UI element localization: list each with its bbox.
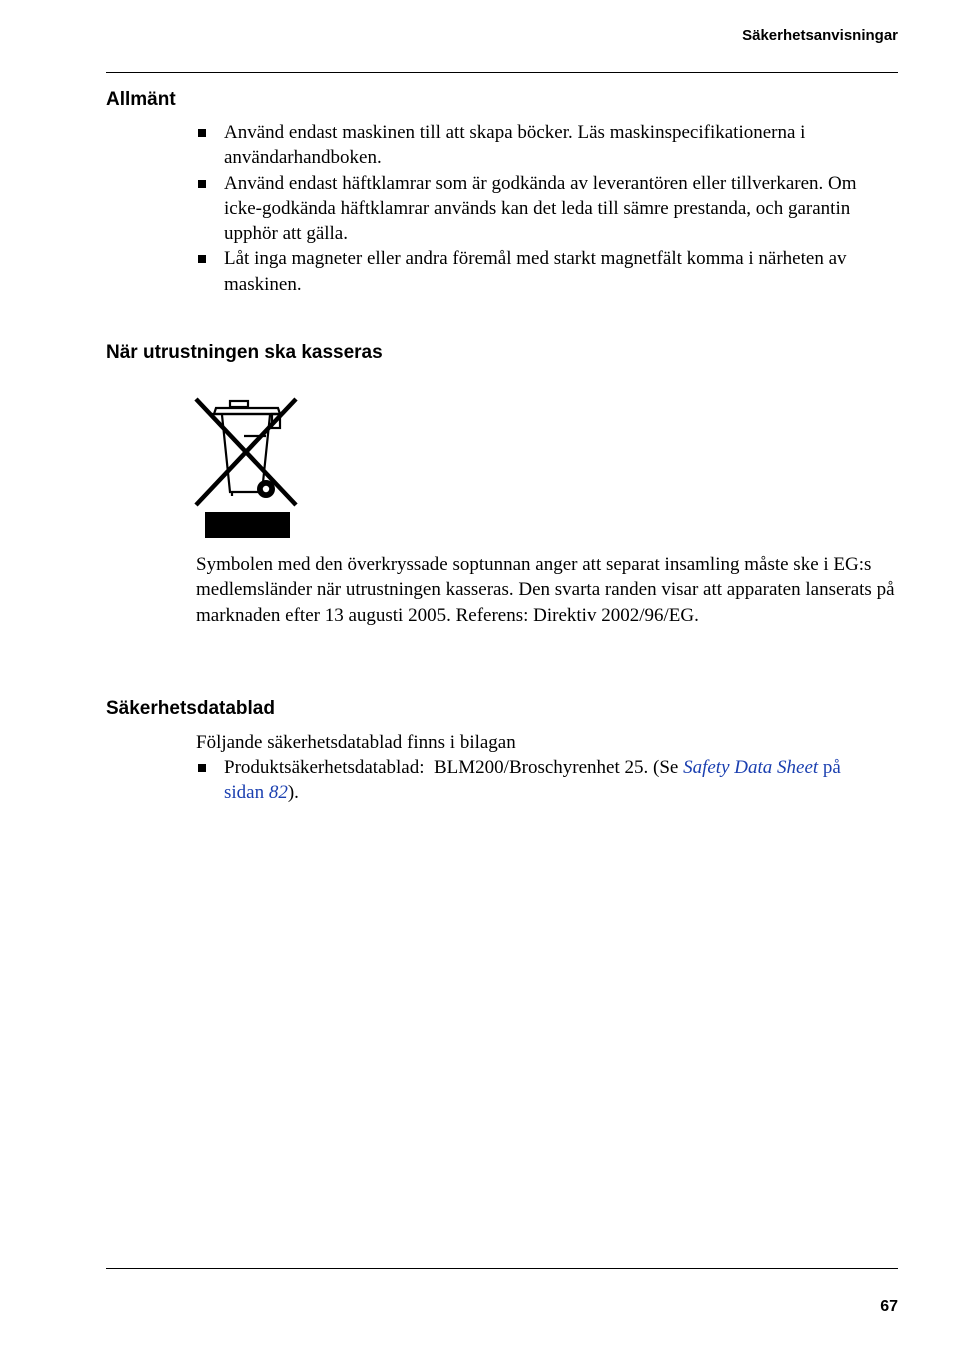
running-header: Säkerhetsanvisningar (742, 27, 898, 44)
square-bullet-icon (198, 764, 206, 772)
section-heading-allmant: Allmänt (106, 89, 176, 110)
footer-rule (106, 1268, 898, 1269)
list-item (196, 120, 898, 171)
crossed-out-wheelie-bin-icon (192, 396, 300, 538)
link-text-sidan: sidan (224, 782, 269, 804)
link-title: Safety Data Sheet (683, 757, 819, 778)
bullet-list-allmant (196, 120, 898, 297)
section-heading-kasseras: När utrustningen ska kasseras (106, 342, 383, 363)
list-item (196, 755, 898, 806)
paragraph-sakerhetsdatablad-intro: Följande säkerhetsdatablad finns i bilagan (196, 732, 516, 753)
square-bullet-icon (198, 255, 206, 263)
list-item-text: Använd endast maskinen till att skapa böcker. Läs maskinspecifikationerna i användarhandboken. (224, 122, 806, 169)
square-bullet-icon (198, 180, 206, 188)
bullet-list-sakerhetsdatablad (196, 755, 898, 806)
list-item-text-prefix: Produktsäkerhetsdatablad: BLM200/Broschyrenhet 25. (Se (224, 757, 684, 778)
list-item (196, 171, 898, 247)
link-text-pa: på (818, 757, 841, 778)
section-heading-sakerhetsdatablad: Säkerhetsdatablad (106, 698, 275, 719)
page-number: 67 (880, 1298, 898, 1315)
paragraph-kasseras: Symbolen med den överkryssade soptunnan anger att separat insamling måste ske i EG:s medlemsländer när utrustningen kasseras. Den svarta randen visar att apparaten lanserats på marknaden efter 13 augusti 2005. Referens: Direktiv 2002/96/EG. (196, 554, 895, 626)
list-item-text-suffix: ). (287, 782, 299, 804)
header-rule (106, 72, 898, 73)
list-item-text: Låt inga magneter eller andra föremål med starkt magnetfält komma i närheten av maskinen. (224, 248, 847, 295)
list-item-text: Använd endast häftklamrar som är godkända av leverantören eller tillverkaren. Om icke-godkända häftklamrar används kan det leda till sämre prestanda, och garantin upphör att gälla. (224, 172, 857, 245)
list-item (196, 246, 898, 297)
square-bullet-icon (198, 129, 206, 137)
link-page-number: 82 (268, 782, 288, 804)
